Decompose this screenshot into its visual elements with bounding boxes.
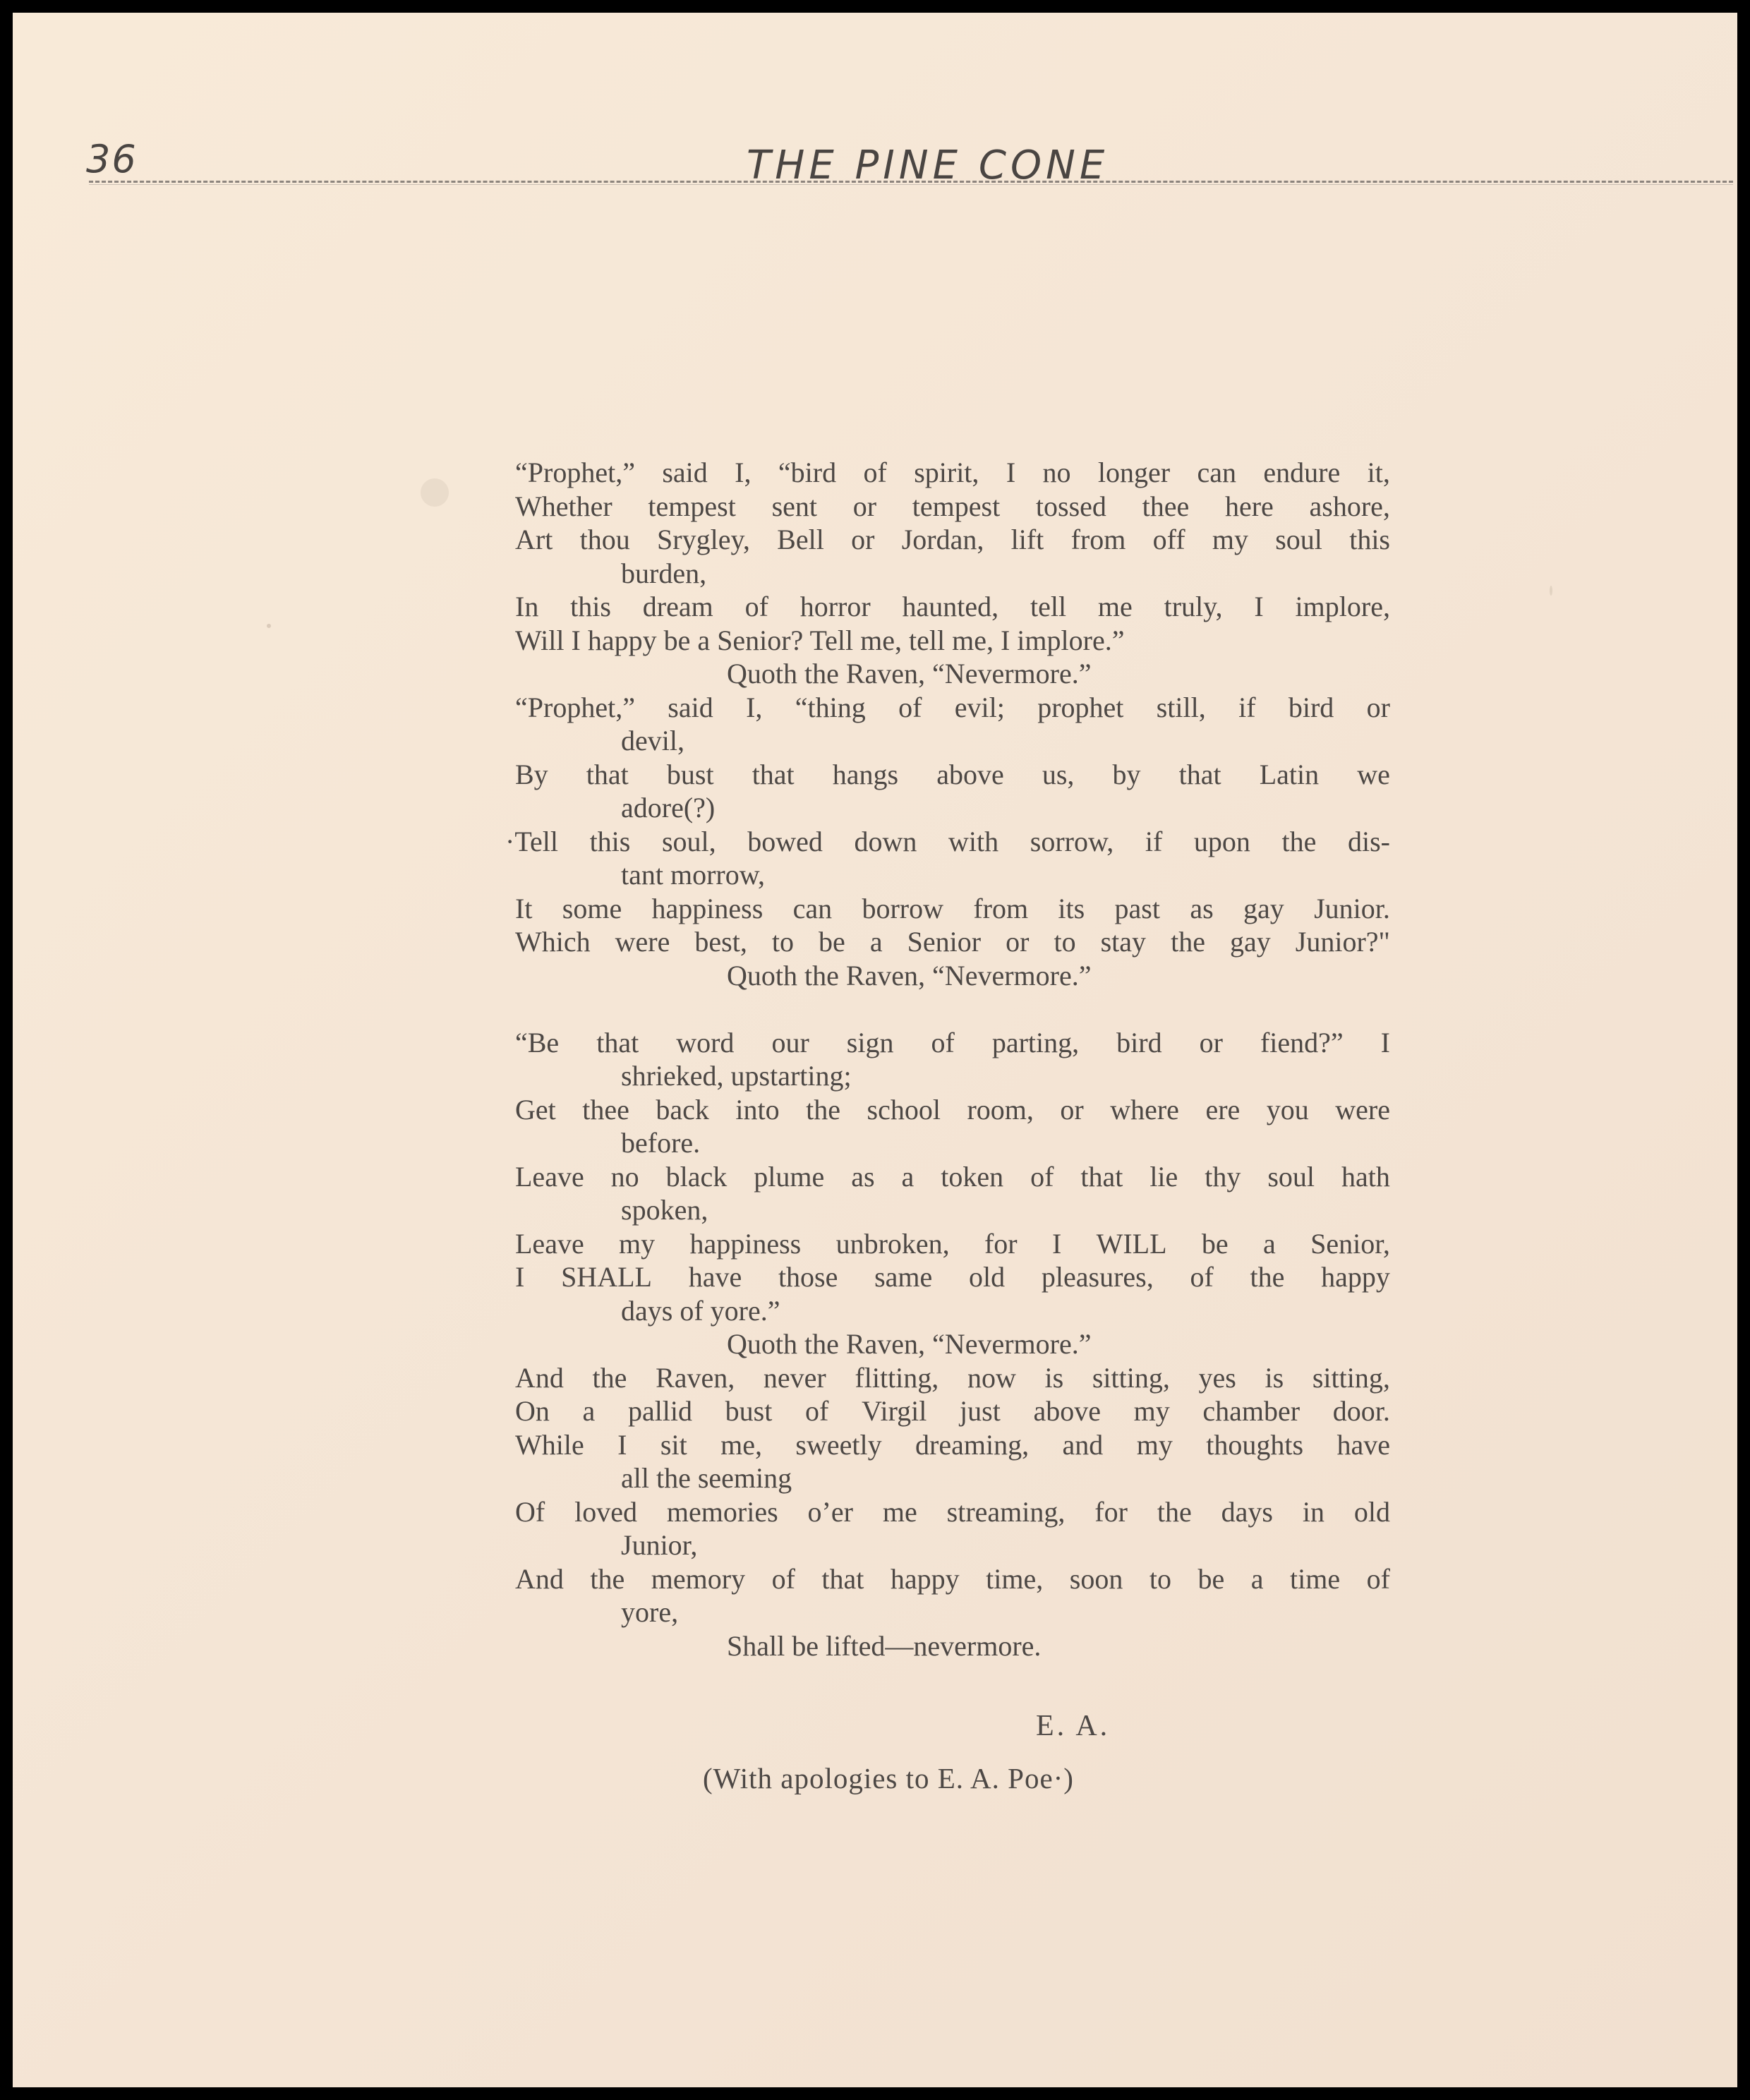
poem-line: Get thee back into the school room, or where ere you were bbox=[515, 1093, 1390, 1126]
author-signature: E. A. bbox=[1036, 1710, 1111, 1742]
poem-line: On a pallid bust of Virgil just above my chamber door. bbox=[515, 1395, 1390, 1427]
poem-closing-line: Shall be lifted—nevermore. bbox=[727, 1629, 1042, 1662]
poem-line-continuation: yore, bbox=[621, 1596, 679, 1628]
poem-line-continuation: devil, bbox=[621, 725, 684, 756]
paper-speck bbox=[421, 478, 449, 507]
apology-note: (With apologies to E. A. Poe·) bbox=[703, 1762, 1074, 1794]
poem-refrain: Quoth the Raven, “Nevermore.” bbox=[727, 658, 1092, 689]
poem-line: Will I happy be a Senior? Tell me, tell me, I implore.” bbox=[515, 624, 1125, 656]
poem-line: Whether tempest sent or tempest tossed thee here ashore, bbox=[515, 490, 1390, 522]
page bbox=[13, 13, 1737, 2087]
poem-refrain: Quoth the Raven, “Nevermore.” bbox=[727, 1328, 1092, 1360]
poem-line: While I sit me, sweetly dreaming, and my thoughts have bbox=[515, 1428, 1390, 1461]
poem-line: Leave my happiness unbroken, for I WILL be a Senior, bbox=[515, 1227, 1390, 1260]
poem-line-continuation: shrieked, upstarting; bbox=[621, 1060, 852, 1092]
poem-line: And the Raven, never flitting, now is sitting, yes is sitting, bbox=[515, 1361, 1390, 1394]
poem bbox=[505, 456, 1390, 1662]
poem-line-continuation: burden, bbox=[621, 557, 707, 589]
poem-line: By that bust that hangs above us, by that Latin we bbox=[515, 758, 1390, 790]
poem-line: In this dream of horror haunted, tell me truly, I implore, bbox=[515, 591, 1390, 622]
poem-line: ·Tell this soul, bowed down with sorrow, if upon the dis- bbox=[505, 825, 1390, 857]
poem-line: It some happiness can borrow from its past as gay Junior. bbox=[515, 892, 1390, 924]
poem-line-continuation: tant morrow, bbox=[621, 859, 766, 891]
paper-speck bbox=[267, 624, 271, 628]
poem-line-continuation: spoken, bbox=[621, 1194, 708, 1226]
header-rule-shadow bbox=[89, 184, 1733, 185]
poem-line: And the memory of that happy time, soon to be a time of bbox=[515, 1562, 1390, 1595]
header-rule bbox=[89, 181, 1733, 183]
poem-line: “Be that word our sign of parting, bird or fiend?” I bbox=[515, 1026, 1390, 1058]
poem-line-continuation: before. bbox=[621, 1127, 701, 1159]
running-head-title: THE PINE CONE bbox=[747, 143, 1109, 188]
poem-line-continuation: Junior, bbox=[621, 1529, 698, 1561]
poem-line: Leave no black plume as a token of that lie thy soul hath bbox=[515, 1160, 1390, 1193]
poem-line: Of loved memories o’er me streaming, for the days in old bbox=[515, 1495, 1390, 1528]
poem-line: Which were best, to be a Senior or to stay the gay Junior?" bbox=[515, 926, 1390, 958]
paper-speck bbox=[1550, 586, 1552, 596]
page-number: 36 bbox=[86, 137, 138, 181]
poem-line: Art thou Srygley, Bell or Jordan, lift from off my soul this bbox=[515, 524, 1390, 555]
poem-line-continuation: adore(?) bbox=[621, 792, 716, 823]
poem-line: “Prophet,” said I, “bird of spirit, I no longer can endure it, bbox=[515, 457, 1390, 488]
poem-line: “Prophet,” said I, “thing of evil; prophet still, if bird or bbox=[515, 691, 1390, 723]
stanza-break bbox=[515, 992, 1390, 1026]
poem-refrain: Quoth the Raven, “Nevermore.” bbox=[727, 959, 1092, 991]
poem-line-continuation: days of yore.” bbox=[621, 1294, 780, 1327]
poem-line: I SHALL have those same old pleasures, of the happy bbox=[515, 1261, 1390, 1293]
poem-line-continuation: all the seeming bbox=[621, 1462, 792, 1494]
